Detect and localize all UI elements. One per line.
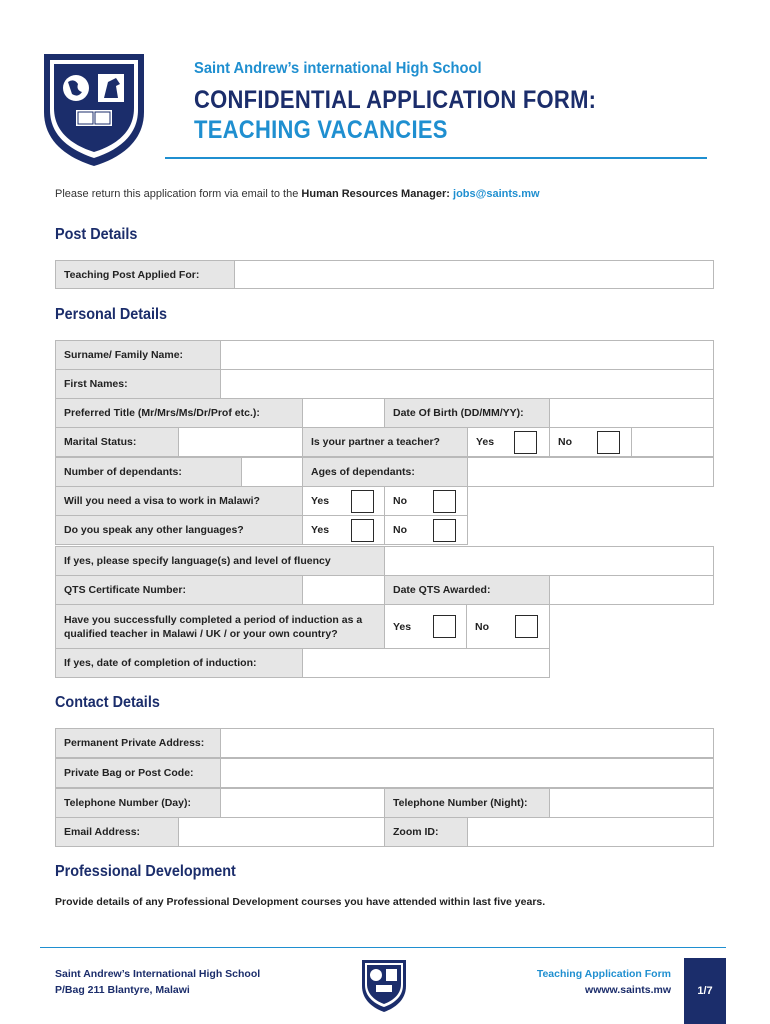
footer-website[interactable]: wwww.saints.mw (585, 984, 671, 996)
phone-day-field[interactable] (220, 788, 385, 818)
post-details-heading: Post Details (55, 226, 138, 243)
visa-no-checkbox[interactable] (433, 490, 456, 513)
form-title: CONFIDENTIAL APPLICATION FORM: (194, 86, 597, 114)
phone-night-label: Telephone Number (Night): (384, 788, 550, 818)
school-name: Saint Andrew’s international High School (194, 60, 482, 77)
footer-school-name: Saint Andrew’s International High School (55, 968, 261, 980)
yes-label: Yes (393, 620, 412, 633)
footer-address: P/Bag 211 Blantyre, Malawi (55, 984, 190, 996)
address-field[interactable] (220, 728, 714, 758)
email-label: Email Address: (55, 817, 179, 847)
email-link[interactable]: jobs@saints.mw (453, 188, 540, 200)
address-label: Permanent Private Address: (55, 728, 221, 758)
qts-date-field[interactable] (549, 575, 714, 605)
surname-label: Surname/ Family Name: (55, 340, 221, 370)
no-label: No (393, 524, 407, 536)
form-subtitle: TEACHING VACANCIES (194, 116, 448, 144)
surname-field[interactable] (220, 340, 714, 370)
languages-no-checkbox[interactable] (433, 519, 456, 542)
dob-field[interactable] (549, 398, 714, 428)
footer-crest-icon (360, 958, 408, 1014)
post-code-label: Private Bag or Post Code: (55, 758, 221, 788)
induction-date-field[interactable] (302, 648, 550, 678)
yes-label: Yes (311, 495, 330, 507)
induction-no-checkbox[interactable] (515, 615, 538, 638)
induction-date-label: If yes, date of completion of induction: (55, 648, 303, 678)
partner-no-checkbox[interactable] (597, 431, 620, 454)
induction-yes-checkbox[interactable] (433, 615, 456, 638)
zoom-label: Zoom ID: (384, 817, 468, 847)
post-code-field[interactable] (220, 758, 714, 788)
yes-label: Yes (311, 524, 330, 536)
first-names-label: First Names: (55, 369, 221, 399)
phone-day-label: Telephone Number (Day): (55, 788, 221, 818)
languages-label: Do you speak any other languages? (55, 515, 303, 545)
partner-yes-option (467, 427, 550, 457)
marital-status-field[interactable] (178, 427, 303, 457)
footer-form-name: Teaching Application Form (536, 968, 671, 980)
qts-number-field[interactable] (302, 575, 385, 605)
email-field[interactable] (178, 817, 385, 847)
dependants-number-field[interactable] (241, 457, 303, 487)
professional-development-heading: Professional Development (55, 863, 236, 880)
qts-number-label: QTS Certificate Number: (55, 575, 303, 605)
no-label: No (475, 620, 489, 633)
header-divider (165, 157, 707, 159)
languages-specify-label: If yes, please specify language(s) and level of fluency (55, 546, 385, 576)
qts-date-label: Date QTS Awarded: (384, 575, 550, 605)
dependants-ages-label: Ages of dependants: (302, 457, 468, 487)
zoom-field[interactable] (467, 817, 714, 847)
contact-details-heading: Contact Details (55, 694, 160, 711)
teaching-post-label: Teaching Post Applied For: (55, 260, 235, 289)
induction-label: Have you successfully completed a period of induction as a qualified teacher in Malawi / UK / or your own country? (55, 604, 385, 649)
preferred-title-label: Preferred Title (Mr/Mrs/Ms/Dr/Prof etc.): (55, 398, 303, 428)
no-label: No (393, 495, 407, 507)
personal-details-heading: Personal Details (55, 306, 168, 323)
languages-specify-field[interactable] (384, 546, 714, 576)
school-crest-icon (40, 50, 148, 168)
teaching-post-field[interactable] (234, 260, 714, 289)
partner-teacher-label: Is your partner a teacher? (302, 427, 468, 457)
dependants-ages-field[interactable] (467, 457, 714, 487)
first-names-field[interactable] (220, 369, 714, 399)
dob-label: Date Of Birth (DD/MM/YY): (384, 398, 550, 428)
partner-yes-checkbox[interactable] (514, 431, 537, 454)
page-number: 1/7 (684, 958, 726, 1024)
dependants-number-label: Number of dependants: (55, 457, 242, 487)
preferred-title-field[interactable] (302, 398, 385, 428)
languages-yes-checkbox[interactable] (351, 519, 374, 542)
footer-divider (40, 947, 726, 948)
professional-development-note: Provide details of any Professional Development courses you have attended within last five years. (55, 896, 546, 908)
visa-yes-checkbox[interactable] (351, 490, 374, 513)
intro-text: Please return this application form via email to the Human Resources Manager: jobs@saints.mw (55, 188, 540, 200)
marital-status-label: Marital Status: (55, 427, 179, 457)
phone-night-field[interactable] (549, 788, 714, 818)
visa-label: Will you need a visa to work in Malawi? (55, 486, 303, 516)
no-label: No (558, 436, 572, 448)
yes-label: Yes (476, 436, 495, 448)
partner-spacer (631, 427, 714, 457)
